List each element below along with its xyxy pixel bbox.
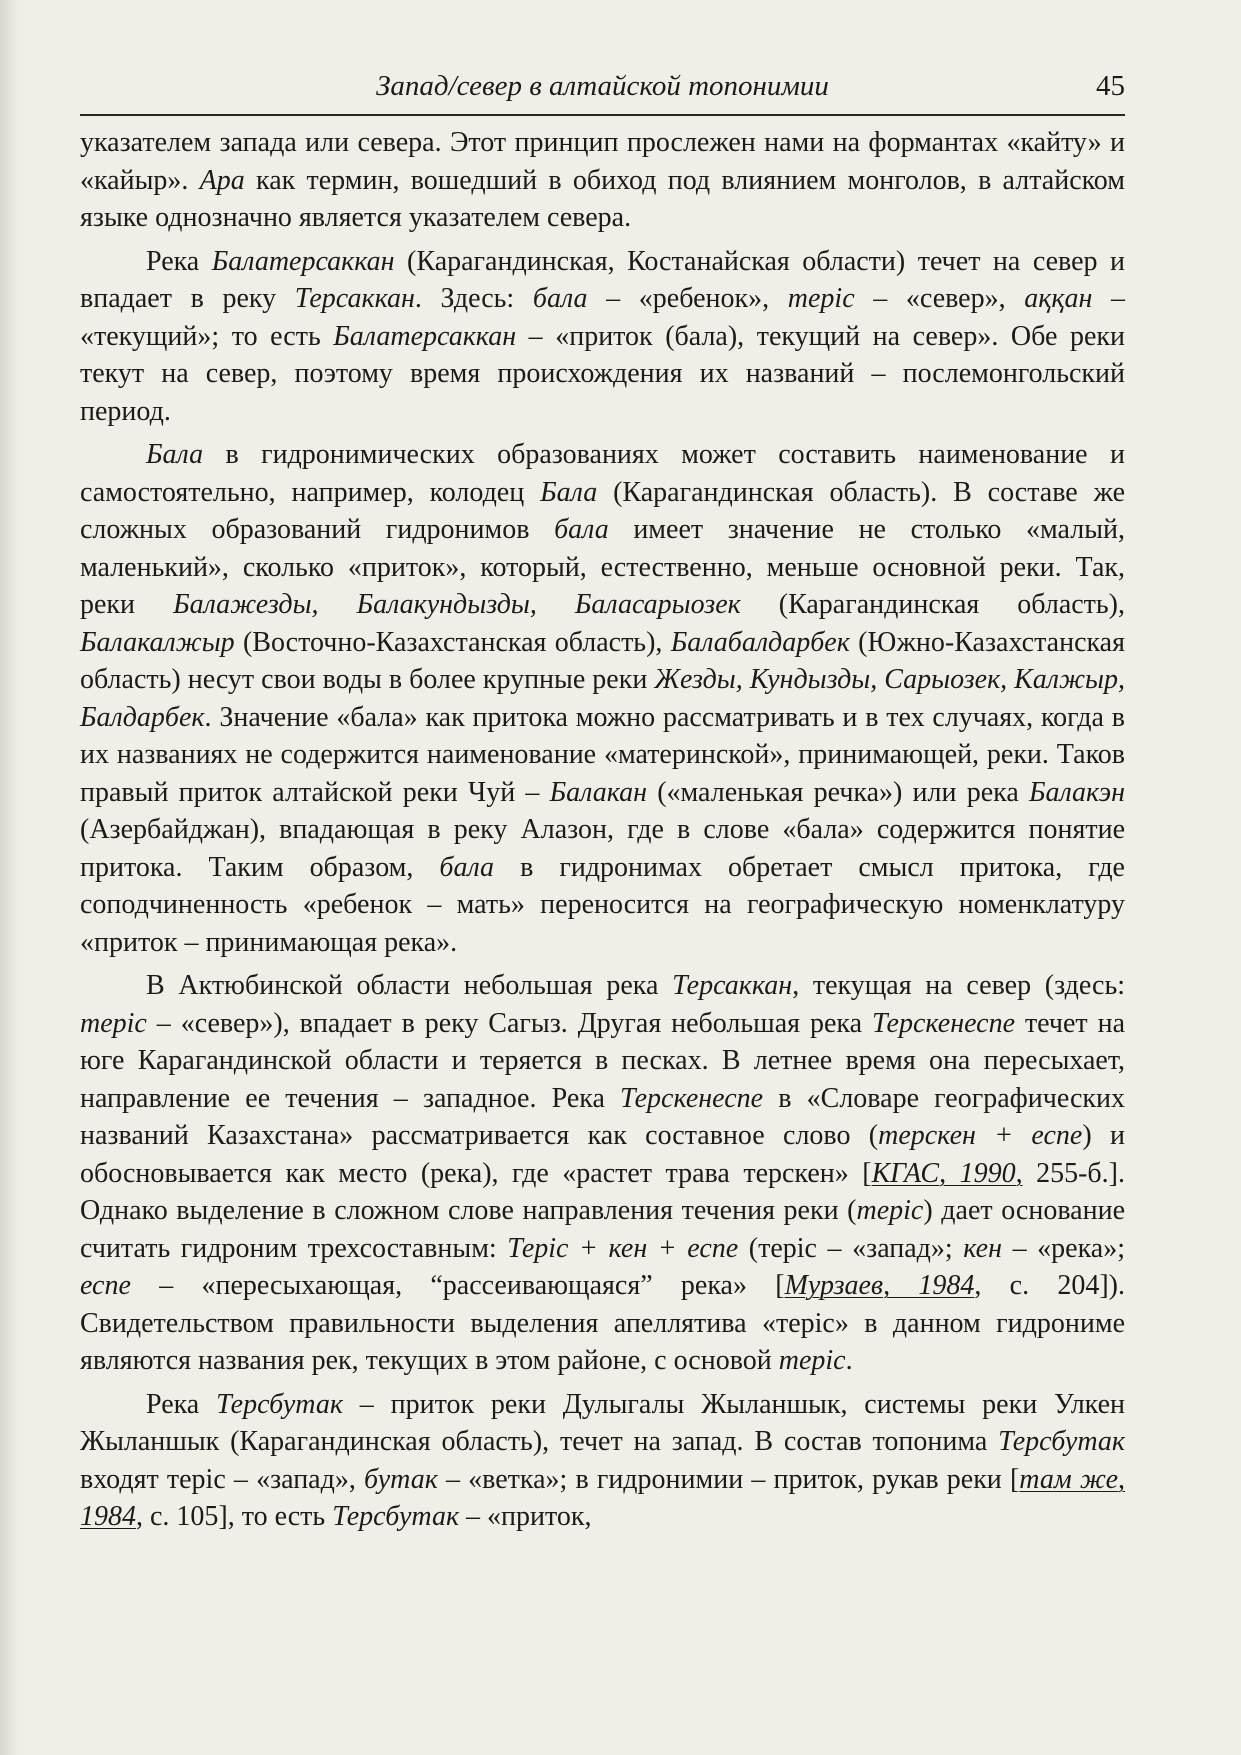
text-run: – «пересыхающая, “рассеивающаяся” река» [ [130, 1270, 785, 1301]
italic-term: Мурзаев, 1984 [784, 1270, 975, 1301]
italic-term: Ара [199, 164, 245, 196]
italic-term: Балатерсаккан [211, 245, 395, 277]
text-run: , с. 105], то есть [136, 1501, 333, 1532]
text-run: (Карагандинская область). В составе же сложных образований гидронимов [80, 476, 1125, 545]
paragraph [80, 436, 1125, 961]
italic-term: Балажезды, Балакундызды, Баласарыозек [173, 589, 741, 620]
italic-term: Бала [540, 476, 598, 508]
text-run: – «приток, [459, 1501, 592, 1532]
italic-term: КГАС, 1990, [871, 1157, 1023, 1189]
text-run: Река [146, 245, 212, 277]
paragraph [80, 967, 1125, 1380]
italic-term: еспе [80, 1270, 131, 1301]
text-run: – «река»; [1002, 1232, 1125, 1264]
text-run: , с. 204]). Свидетельством правильности выделения апеллятива «терiс» в данном гидрониме являются названия рек, текущих в этом районе, с основой [80, 1270, 1125, 1376]
italic-term: Терсбутак [332, 1501, 460, 1532]
text-run: в гидронимах обретает смысл притока, где соподчиненность «ребенок – мать» переносится на географическую номенклатуру «приток – принимающая река». [80, 851, 1125, 958]
running-title: Запад/север в алтайской топонимии [376, 70, 829, 102]
text-run: входят терiс – «запад», [80, 1463, 365, 1495]
text-run: . [845, 1345, 853, 1376]
paragraph [80, 1386, 1125, 1536]
text-run: имеет значение не столько «малый, маленький», сколько «приток», который, естественно, меньше основной реки. Так, реки [80, 514, 1125, 620]
italic-term: Терсаккан [294, 283, 415, 314]
text-run: – приток реки Дулыгалы Жыланшык, системы реки Улкен Жыланшык (Карагандинская область), течет на запад. В состав топонима [80, 1388, 1125, 1457]
italic-term: Жезды, Кундызды, Сарыозек, Калжыр, Балдарбек [80, 664, 1125, 733]
italic-term: кен [963, 1232, 1002, 1264]
text-run: указателем запада или севера. Этот принцип прослежен нами на формантах «кайту» и «кайыр». [80, 127, 1125, 196]
book-page [80, 60, 1125, 1542]
text-run: – «север», [854, 283, 1025, 314]
text-run: как термин, вошедший в обиход под влиянием монголов, в алтайском языке однозначно является указателем севера. [80, 164, 1125, 233]
italic-term: Балабалдарбек [670, 626, 850, 658]
italic-term: Балакан [549, 776, 647, 808]
text-run: течет на юге Карагандинской области и теряется в песках. В летнее время она пересыхает, направление ее течения – западное. Река [80, 1007, 1126, 1114]
text-run: в «Словаре географических названий Казахстана» рассматривается как составное слово ( [80, 1082, 1125, 1151]
italic-term: Терскенеспе [871, 1007, 1016, 1039]
italic-term: терiс [80, 1007, 147, 1039]
text-run: в гидронимических образованиях может составить наименование и самостоятельно, например, колодец [80, 439, 1125, 508]
text-run: – «север»), впадает в реку Сагыз. Другая небольшая река [146, 1007, 872, 1039]
text-run: Река [146, 1388, 217, 1420]
italic-term: терiс [856, 1195, 924, 1226]
italic-term: Терсбутак [216, 1388, 343, 1420]
text-run: (Карагандинская, Костанайская области) течет на север и впадает в реку [80, 245, 1125, 314]
italic-term: Терiс + кен + еспе [507, 1232, 739, 1264]
italic-term: бала [439, 851, 495, 883]
italic-term: терiс [778, 1345, 846, 1376]
italic-term: Балатерсаккан [333, 320, 517, 352]
paragraph [80, 243, 1125, 431]
text-run: (терiс – «запад»; [738, 1232, 964, 1264]
text-run: (Карагандинская область), [740, 589, 1126, 620]
italic-term: бутак [364, 1463, 438, 1495]
text-run: (Восточно-Казахстанская область), [234, 626, 671, 658]
page-gutter-shadow [0, 0, 22, 1755]
text-run: ) дает основание считать гидроним трехсоставным: [80, 1195, 1125, 1264]
italic-term: Бала [146, 439, 204, 470]
text-run: (Азербайджан), впадающая в реку Алазон, где в слове «бала» содержится понятие притока. Таким образом, [80, 814, 1125, 883]
text-run: – «приток (бала), текущий на север». Обе реки текут на север, поэтому время происхождения их названий – послемонгольский период. [80, 320, 1125, 427]
text-run: ) и обосновывается как место (река), где «растет трава терскен» [ [80, 1120, 1125, 1189]
text-run: (Южно-Казахстанская область) несут свои воды в более крупные реки [80, 626, 1125, 695]
text-run: – «ребенок», [587, 283, 788, 314]
italic-term: Терсаккан [672, 970, 793, 1001]
text-run: , текущая на север (здесь: [792, 970, 1126, 1001]
italic-term: Балакалжыр [80, 626, 235, 658]
italic-term: Терскенеспе [620, 1082, 764, 1114]
italic-term: аққан [1024, 283, 1093, 314]
running-header [80, 60, 1125, 116]
italic-term: бала [554, 514, 609, 545]
text-run: В Актюбинской области небольшая река [146, 970, 673, 1001]
italic-term: бала [532, 283, 588, 314]
italic-term: терскен + еспе [878, 1120, 1083, 1151]
text-run: – «текущий»; то есть [80, 283, 1126, 352]
italic-term: Балакэн [1028, 776, 1126, 808]
paragraph [80, 124, 1125, 237]
italic-term: терiс [787, 283, 855, 314]
italic-term: там же, 1984 [80, 1463, 1125, 1532]
italic-term: Терсбутак [998, 1426, 1125, 1457]
text-run: («маленькая речка») или река [646, 776, 1029, 808]
text-run: . Здесь: [414, 283, 533, 314]
body-text [80, 124, 1125, 1536]
text-run: – «ветка»; в гидронимии – приток, рукав реки [ [437, 1463, 1020, 1495]
text-run: . Значение «бала» как притока можно рассматривать и в тех случаях, когда в их названиях не содержится наименование «материнской», принимающей, реки. Таков правый приток алтайской реки Чуй – [80, 701, 1125, 808]
text-run: 255-б.]. Однако выделение в сложном слове направления течения реки ( [80, 1157, 1125, 1226]
page-number: 45 [1096, 70, 1125, 102]
